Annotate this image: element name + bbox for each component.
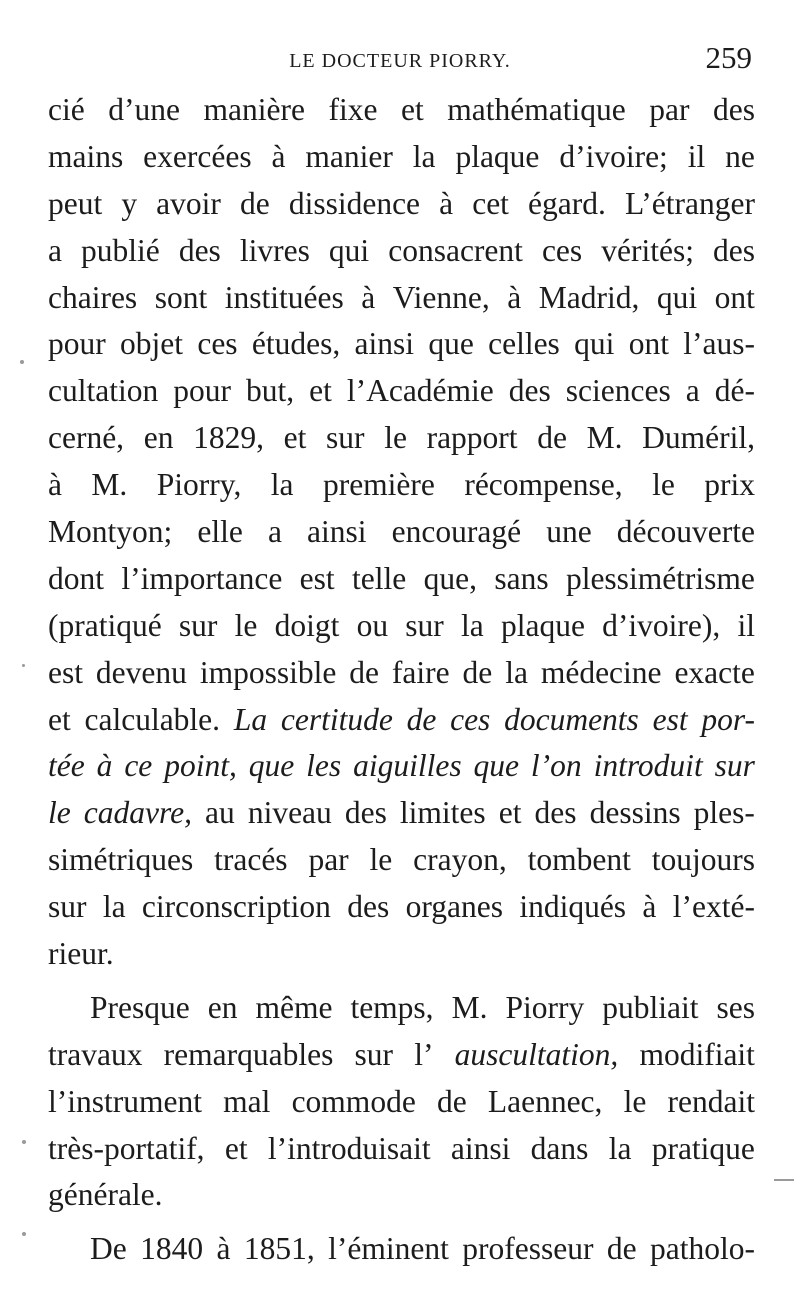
word: crayon, [413,842,507,878]
word: d’ivoire), [602,607,721,643]
margin-dash-mark [774,1179,794,1181]
word: générale. [48,1177,163,1213]
word: a [48,232,62,268]
word: mains [48,138,124,174]
body-text [48,87,755,1273]
word: ont [628,326,669,362]
word: le [234,607,258,643]
word: encouragé [391,514,522,550]
word: ples- [693,795,755,831]
text-line [48,1126,755,1173]
word: et [401,92,424,127]
word: 1851, [243,1231,315,1267]
word: ainsi [307,514,367,550]
word: rieur. [48,936,114,972]
text-line [48,1172,755,1219]
word: cié [48,92,85,127]
word: publié [81,232,160,268]
word: ces [541,232,583,268]
word: et [498,795,522,831]
word: est [48,654,83,690]
word: documents [504,701,639,737]
word: une [546,514,592,550]
word: l’ [414,1036,434,1072]
word: par [649,92,690,127]
text-line [48,837,755,884]
word: la [412,138,436,174]
word: doigt [274,607,340,643]
word: à [271,138,286,174]
word: circonscription [141,889,331,925]
word: publiait [602,989,699,1025]
word: la [270,467,294,503]
word: sur [326,420,365,456]
word: faire [391,654,450,690]
text-line [48,368,755,415]
text-line [48,181,755,228]
word: il [687,138,706,174]
word: est [652,701,688,737]
word: simétriques [48,842,194,878]
word: le [48,795,71,831]
word: plaque [500,607,585,643]
word: que [248,748,295,784]
word: Madrid, [538,279,640,315]
word: ces [450,701,491,737]
word: instituées [224,279,344,315]
word: découverte [616,514,755,550]
text-line [48,228,755,275]
word: elle [197,514,243,550]
word: à [216,1231,231,1267]
word: cadavre, [83,795,192,831]
text-line [48,1226,755,1273]
word: La [233,701,268,737]
word: de [537,420,567,456]
word: ainsi [450,1130,511,1166]
word: l’exté- [672,889,755,925]
text-line [48,985,755,1032]
word: Vienne, [392,279,490,315]
word: (pratiqué [48,607,162,643]
word: tracés [214,842,288,878]
word: l’aus- [683,326,755,362]
word: le [623,1083,647,1119]
word: sur [48,889,87,925]
text-line [48,509,755,556]
word: des [713,232,755,268]
text-line [48,275,755,322]
word: que [428,326,474,362]
word: des [178,232,221,268]
text-line [48,1032,755,1079]
word: et [224,1130,248,1166]
word: prix [704,467,755,503]
word: à [361,279,376,315]
word: des [347,889,390,925]
word: cultation [48,373,159,409]
word: organes [405,889,503,925]
word: il [737,607,755,643]
word: de [406,701,437,737]
word: la [505,654,528,690]
word: peut [48,185,103,221]
word: et [48,701,71,737]
word: commode [291,1083,416,1119]
word: manière [203,92,305,127]
running-head [48,40,752,80]
word: qui [656,279,698,315]
word: dissidence [288,185,421,221]
word: sur [354,1036,394,1072]
word: ou [356,607,389,643]
word: rapport [426,420,518,456]
word: point, [164,748,237,784]
text-line [48,697,755,744]
word: niveau [247,795,332,831]
word: ainsi [354,326,415,362]
word: patholo- [649,1231,755,1267]
word: l’on [530,748,582,784]
word: sur [405,607,444,643]
word: tombent [527,842,631,878]
word: de [349,654,379,690]
word: M. [451,989,488,1025]
word: le [384,420,407,456]
word: temps, [350,989,434,1025]
word: ce [124,748,153,784]
word: au [205,795,235,831]
text-line [48,884,755,931]
word: très-portatif, [48,1130,205,1166]
word: y [121,185,138,221]
word: consacrent [388,232,523,268]
word: de [606,1231,637,1267]
word: celles [488,326,560,362]
word: en [143,420,174,456]
word: l’instrument [48,1083,202,1119]
word: Laennec, [487,1083,603,1119]
word: por- [701,701,755,737]
word: et [283,420,307,456]
word: a [267,514,282,550]
word: mal [223,1083,271,1119]
word: exercées [143,138,252,174]
word: récompense, [464,467,623,503]
word: fixe [328,92,378,127]
word: avoir [156,185,221,221]
word: qui [574,326,615,362]
text-line [48,321,755,368]
word: à [96,748,113,784]
word: sont [154,279,208,315]
word: M. [91,467,128,503]
text-line [48,650,755,697]
word: qui [328,232,370,268]
word: mathématique [447,92,626,127]
word: études, [251,326,341,362]
word: introduit [593,748,703,784]
word: objet [120,326,184,362]
word: devenu [95,654,187,690]
word: vérités; [601,232,694,268]
word: Montyon; [48,514,173,550]
word: rendait [667,1083,755,1119]
word: le [369,842,393,878]
text-line [48,603,755,650]
word: pour [48,326,106,362]
word: calculable. [84,701,221,737]
word: Piorry, [156,467,242,503]
word: la [608,1130,632,1166]
word: ne [725,138,755,174]
word: dessins [589,795,681,831]
word: d’ivoire; [559,138,668,174]
text-line [48,743,755,790]
margin-dot-mark [20,360,24,364]
word: exacte [674,654,755,690]
word: plessimétrisme [565,560,755,596]
page-number: 259 [705,40,752,75]
word: cet [472,185,509,221]
word: d’une [108,92,180,127]
word: sur [714,748,755,784]
word: Piorry [505,989,585,1025]
word: a [685,373,700,409]
word: sur [178,607,218,643]
word: ont [714,279,755,315]
word: De [90,1231,127,1267]
word: toujours [651,842,755,878]
margin-dot-mark [22,1232,26,1236]
word: L’étranger [624,185,755,221]
word: Presque [90,989,190,1025]
word: égard. [528,185,606,221]
text-line [48,790,755,837]
margin-dot-mark [22,664,25,667]
word: aiguilles [353,748,462,784]
word: le [652,467,675,503]
word: est [299,560,335,596]
word: en [207,989,238,1025]
word: l’importance [121,560,283,596]
word: par [308,842,349,878]
word: dans [530,1130,589,1166]
word: pratique [651,1130,755,1166]
word: à [642,889,657,925]
word: modifiait [639,1036,755,1072]
text-line [48,556,755,603]
word: l’Académie [346,373,494,409]
word: l’introduisait [267,1130,431,1166]
word: sans [494,560,549,596]
word: travaux [48,1036,143,1072]
word: impossible [199,654,337,690]
text-line [48,462,755,509]
text-line [48,134,755,181]
word: première [322,467,435,503]
word: cerné, [48,420,125,456]
word: à [507,279,522,315]
word: ces [197,326,238,362]
word: des [534,795,577,831]
text-line [48,87,755,134]
word: ses [716,989,755,1025]
word: les [306,748,342,784]
word: des [344,795,387,831]
word: que, [423,560,477,596]
word: des [508,373,551,409]
word: des [713,92,755,127]
word: sciences [565,373,671,409]
word: remarquables [163,1036,334,1072]
word: 1840 [140,1231,204,1267]
word: chaires [48,279,138,315]
running-title: LE DOCTEUR PIORRY. [289,50,511,72]
word: que [473,748,519,784]
word: de [240,185,270,221]
word: telle [352,560,407,596]
word: l’éminent [328,1231,449,1267]
text-line [48,1079,755,1126]
text-line [48,415,755,462]
word: manier [305,138,393,174]
word: dé- [714,373,755,409]
word: même [255,989,333,1025]
word: limites [399,795,486,831]
word: à [439,185,454,221]
word: Duméril, [642,420,755,456]
word: M. [586,420,623,456]
word: médecine [540,654,662,690]
word: la [102,889,126,925]
word: tée [48,748,85,784]
word: but, [245,373,295,409]
word: livres [239,232,310,268]
margin-dot-mark [22,1140,26,1144]
word: 1829, [193,420,264,456]
word: auscultation, [454,1036,619,1072]
word: et [309,373,332,409]
text-line [48,931,755,978]
word: certitude [280,701,393,737]
word: pour [173,373,231,409]
word: professeur [462,1231,594,1267]
word: de [436,1083,467,1119]
word: de [462,654,493,690]
word: dont [48,560,105,596]
word: à [48,467,62,503]
word: plaque [455,138,540,174]
word: la [461,607,484,643]
word: indiqués [519,889,627,925]
